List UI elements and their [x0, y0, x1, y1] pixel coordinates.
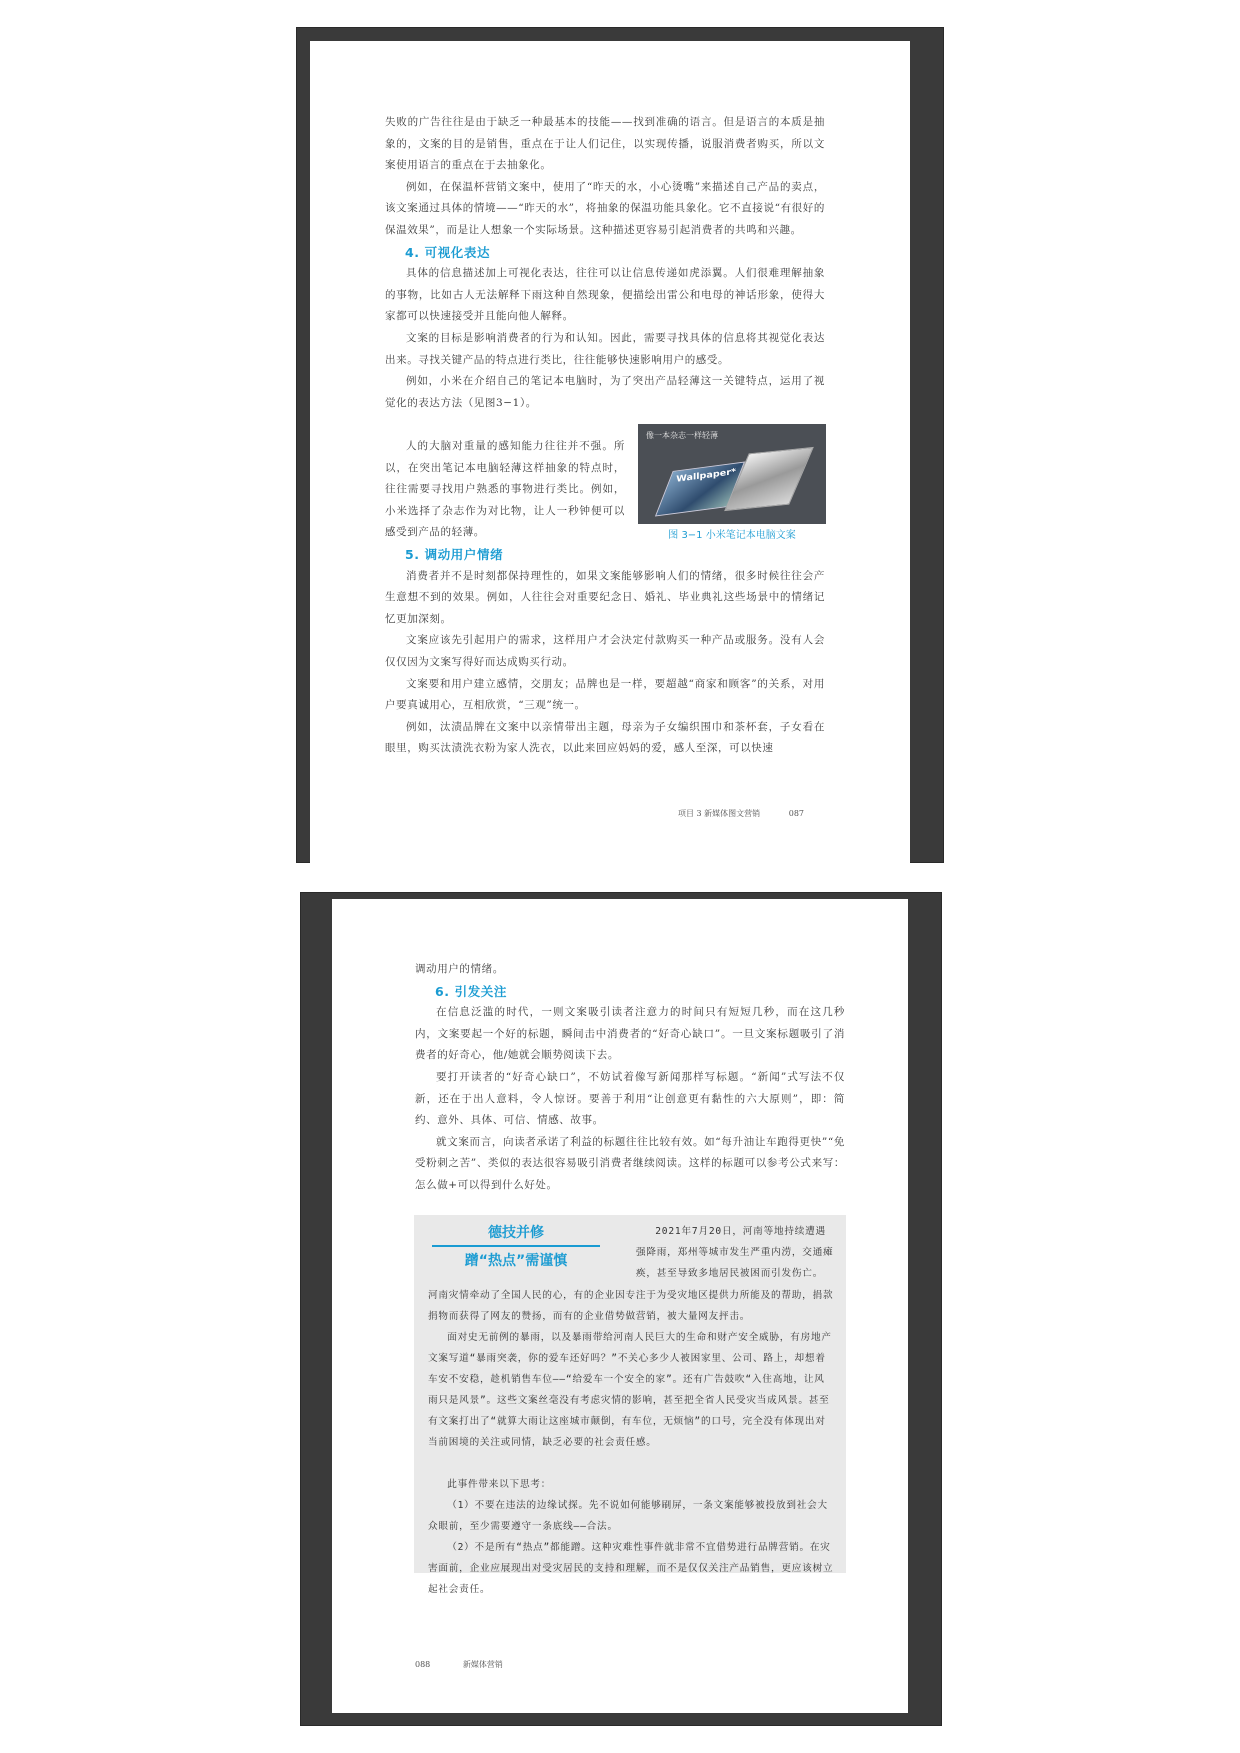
box-paragraph: 面对史无前例的暴雨，以及暴雨带给河南人民巨大的生命和财产安全威胁，有房地产文案写道“暴雨突袭，你的爱车还好吗？”不关心多少人被困家里、公司、路上，却想着车安不安稳，趁机销售车位——“给爱车一个安全的家”。还有广告鼓吹“入住高地，让风雨只是风景”。这些文案丝毫没有考虑灾情的影响，甚至把全省人民受灾当成风景。甚至有文案打出了“就算大雨让这座城市颠倒，有车位，无烦恼”的口号，完全没有体现出对当前困境的关注或同情，缺乏必要的社会责任感。	[428, 1332, 832, 1448]
section-heading: 6. 引发关注	[435, 983, 507, 999]
box-paragraph: （1）不要在违法的边缘试探。先不说如何能够刷屏，一条文案能够被投放到社会大众眼前，至少需要遵守一条底线——合法。	[428, 1500, 828, 1532]
paragraph: 调动用户的情绪。	[415, 963, 504, 975]
text-column-narrow	[385, 436, 625, 544]
page-number: 088	[415, 1660, 431, 1669]
figure-title: 像一本杂志一样轻薄	[646, 431, 718, 440]
page-footer	[678, 808, 804, 819]
box-subtitle: 蹭“热点”需谨慎	[464, 1253, 568, 1269]
footer-label: 项目 3 新媒体图文营销	[678, 809, 761, 818]
box-title: 德技并修	[488, 1225, 544, 1241]
magazine-text: Wallpaper*	[676, 467, 736, 485]
paragraph: 文案要和用户建立感情，交朋友；品牌也是一样，要超越“商家和顾客”的关系，对用户要真诚用心，互相欣赏，“三观”统一。	[385, 677, 825, 712]
paragraph: 例如，汰渍品牌在文案中以亲情带出主题，母亲为子女编织围巾和茶杯套，子女看在眼里，购买汰渍洗衣粉为家人洗衣，以此来回应妈妈的爱，感人至深，可以快速	[385, 720, 825, 755]
page-number: 087	[788, 809, 805, 818]
box-paragraph: 此事件带来以下思考：	[447, 1479, 552, 1490]
paragraph: 人的大脑对重量的感知能力往往并不强。所以，在突出笔记本电脑轻薄这样抽象的特点时，往往需要寻找用户熟悉的事物进行类比。例如，小米选择了杂志作为对比物，让人一秒钟便可以感受到产品的轻薄。	[385, 440, 625, 539]
box-divider	[432, 1245, 600, 1247]
footer-label: 新媒体营销	[462, 1660, 503, 1669]
laptop-illustration	[724, 447, 814, 511]
section-heading: 4. 可视化表达	[405, 244, 491, 260]
paragraph: 具体的信息描述加上可视化表达，往往可以让信息传递如虎添翼。人们很难理解抽象的事物，比如古人无法解释下雨这种自然现象，便描绘出雷公和电母的神话形象，使得大家都可以快速接受并且能向他人解释。	[385, 267, 825, 323]
paragraph: 消费者并不是时刻都保持理性的，如果文案能够影响人们的情绪，很多时候往往会产生意想不到的效果。例如，人往往会对重要纪念日、婚礼、毕业典礼这些场景中的情绪记忆更加深刻。	[385, 569, 825, 625]
box-intro: 2021年7月20日，河南等地持续遭遇强降雨，郑州等城市发生严重内涝，交通瘫痪，甚至导致多地居民被困而引发伤亡。	[636, 1226, 834, 1279]
paragraph: 例如，在保温杯营销文案中，使用了“昨天的水，小心烫嘴”来描述自己产品的卖点，该文案通过具体的情境——“昨天的水”，将抽象的保温功能具象化。它不直接说“有很好的保温效果”，而是让人想象一个实际场景。这种描述更容易引起消费者的共鸣和兴趣。	[385, 180, 825, 236]
page-footer	[415, 1659, 503, 1670]
text-column	[385, 112, 825, 414]
paragraph: 文案应该先引起用户的需求，这样用户才会決定付款购买一种产品或服务。没有人会仅仅因为文案写得好而达成购买行动。	[385, 634, 825, 668]
figure-image	[638, 424, 826, 524]
figure-caption: 图 3−1 小米笔记本电脑文案	[668, 530, 796, 541]
paragraph: 就文案而言，向读者承诺了利益的标题往往比较有效。如“每升油让车跑得更快”“免受粉刺之苦”、类似的表达很容易吸引消费者继续阅读。这样的标题可以参考公式来写：怎么做+可以得到什么好处。	[415, 1135, 845, 1191]
box-paragraph: 河南灾情牵动了全国人民的心，有的企业因专注于为受灾地区提供力所能及的帮助，捐款捐物而获得了网友的赞扬，而有的企业借势做营销，被大量网友抨击。	[428, 1290, 834, 1322]
paragraph: 例如，小米在介绍自己的笔记本电脑时，为了突出产品轻薄这一关键特点，运用了视觉化的表达方法（见图3−1）。	[385, 375, 825, 409]
paragraph: 文案的目标是影响消费者的行为和认知。因此，需要寻找具体的信息将其视觉化表达出来。寻找关键产品的特点进行类比，往往能够快速影响用户的感受。	[385, 331, 825, 366]
text-column	[385, 544, 825, 760]
paragraph: 失败的广告往往是由于缺乏一种最基本的技能——找到准确的语言。但是语言的本质是抽象的，文案的目的是销售，重点在于让人们记住，以实现传播，说服消费者购买，所以文案使用语言的重点在于去抽象化。	[385, 116, 825, 172]
paragraph: 在信息泛滥的时代，一则文案吸引读者注意力的时间只有短短几秒，而在这几秒内，文案要起一个好的标题，瞬间击中消费者的“好奇心缺口”。一旦文案标题吸引了消费者的好奇心，他/她就会顺势阅读下去。	[415, 1006, 845, 1062]
paragraph: 要打开读者的“好奇心缺口”，不妨试着像写新闻那样写标题。“新闻”式写法不仅新，还在于出人意料，令人惊讶。要善于利用“让创意更有黏性的六大原则”，即：简约、意外、具体、可信、情感、故事。	[415, 1070, 845, 1127]
text-column	[415, 959, 845, 1197]
section-heading: 5. 调动用户情绪	[405, 547, 504, 562]
box-paragraph: （2）不是所有“热点”都能蹭。这种灾难性事件就非常不宜借势进行品牌营销。在灾害面前，企业应展现出对受灾居民的支持和理解，而不是仅仅关注产品销售，更应该树立起社会责任。	[428, 1542, 834, 1595]
